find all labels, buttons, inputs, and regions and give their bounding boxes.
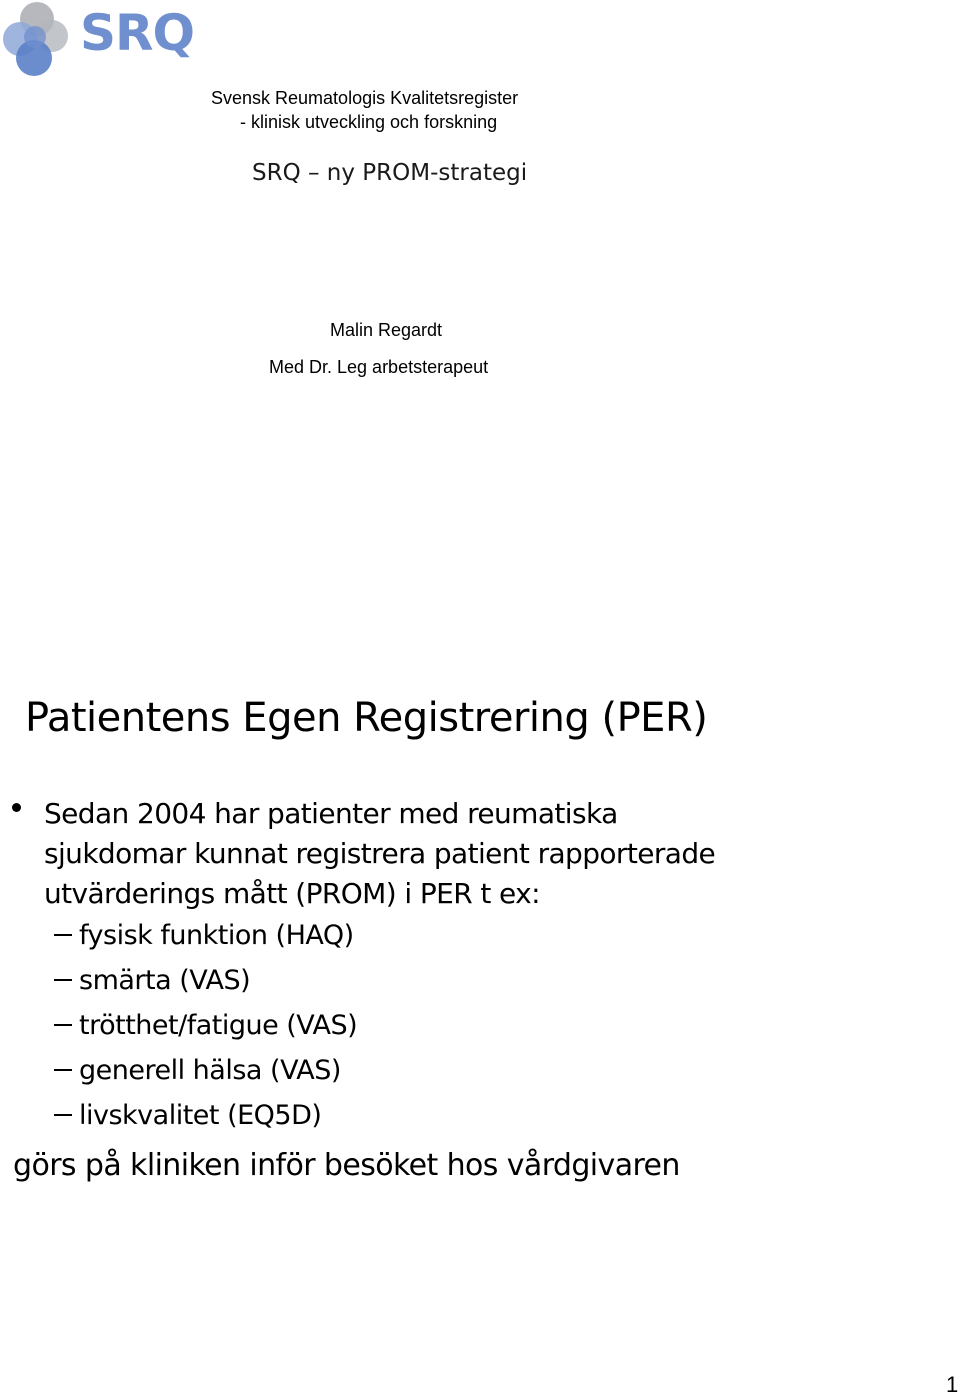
author-role: Med Dr. Leg arbetsterapeut xyxy=(269,357,489,377)
closing-text: görs på kliniken inför besöket hos vårdgivaren xyxy=(13,1148,680,1183)
sub-item-label: fysisk funktion (HAQ) xyxy=(79,920,354,951)
bullet-icon xyxy=(12,803,21,812)
author-name: Malin Regardt xyxy=(330,320,443,340)
logo-circle-center xyxy=(24,26,46,48)
page-number: 1 xyxy=(946,1372,959,1397)
logo-text: SRQ xyxy=(80,4,195,62)
dash-icon xyxy=(54,934,72,936)
sub-item-label: livskvalitet (EQ5D) xyxy=(79,1100,322,1131)
dash-icon xyxy=(54,1024,72,1026)
srq-logo xyxy=(0,0,210,80)
sub-list-item xyxy=(54,965,250,996)
sub-list-item xyxy=(54,1100,321,1131)
dash-icon xyxy=(54,979,72,981)
sub-list-item xyxy=(54,1055,341,1086)
slide-title: Patientens Egen Registrering (PER) xyxy=(25,695,708,741)
dash-icon xyxy=(54,1069,72,1071)
org-name-line2: - klinisk utveckling och forskning xyxy=(240,112,498,132)
sub-list-item xyxy=(54,920,354,951)
dash-icon xyxy=(54,1114,72,1116)
sub-item-label: generell hälsa (VAS) xyxy=(79,1055,341,1086)
sub-item-label: smärta (VAS) xyxy=(79,965,251,996)
bullet-text: Sedan 2004 har patienter med reumatiska sjukdomar kunnat registrera patient rapporterade utvärderings mått (PROM) i PER t ex: xyxy=(44,797,716,910)
org-name-line1: Svensk Reumatologis Kvalitetsregister xyxy=(211,88,519,108)
presentation-subtitle: SRQ – ny PROM-strategi xyxy=(252,160,528,186)
sub-list-item xyxy=(54,1010,357,1041)
sub-item-label: trötthet/fatigue (VAS) xyxy=(79,1010,358,1041)
